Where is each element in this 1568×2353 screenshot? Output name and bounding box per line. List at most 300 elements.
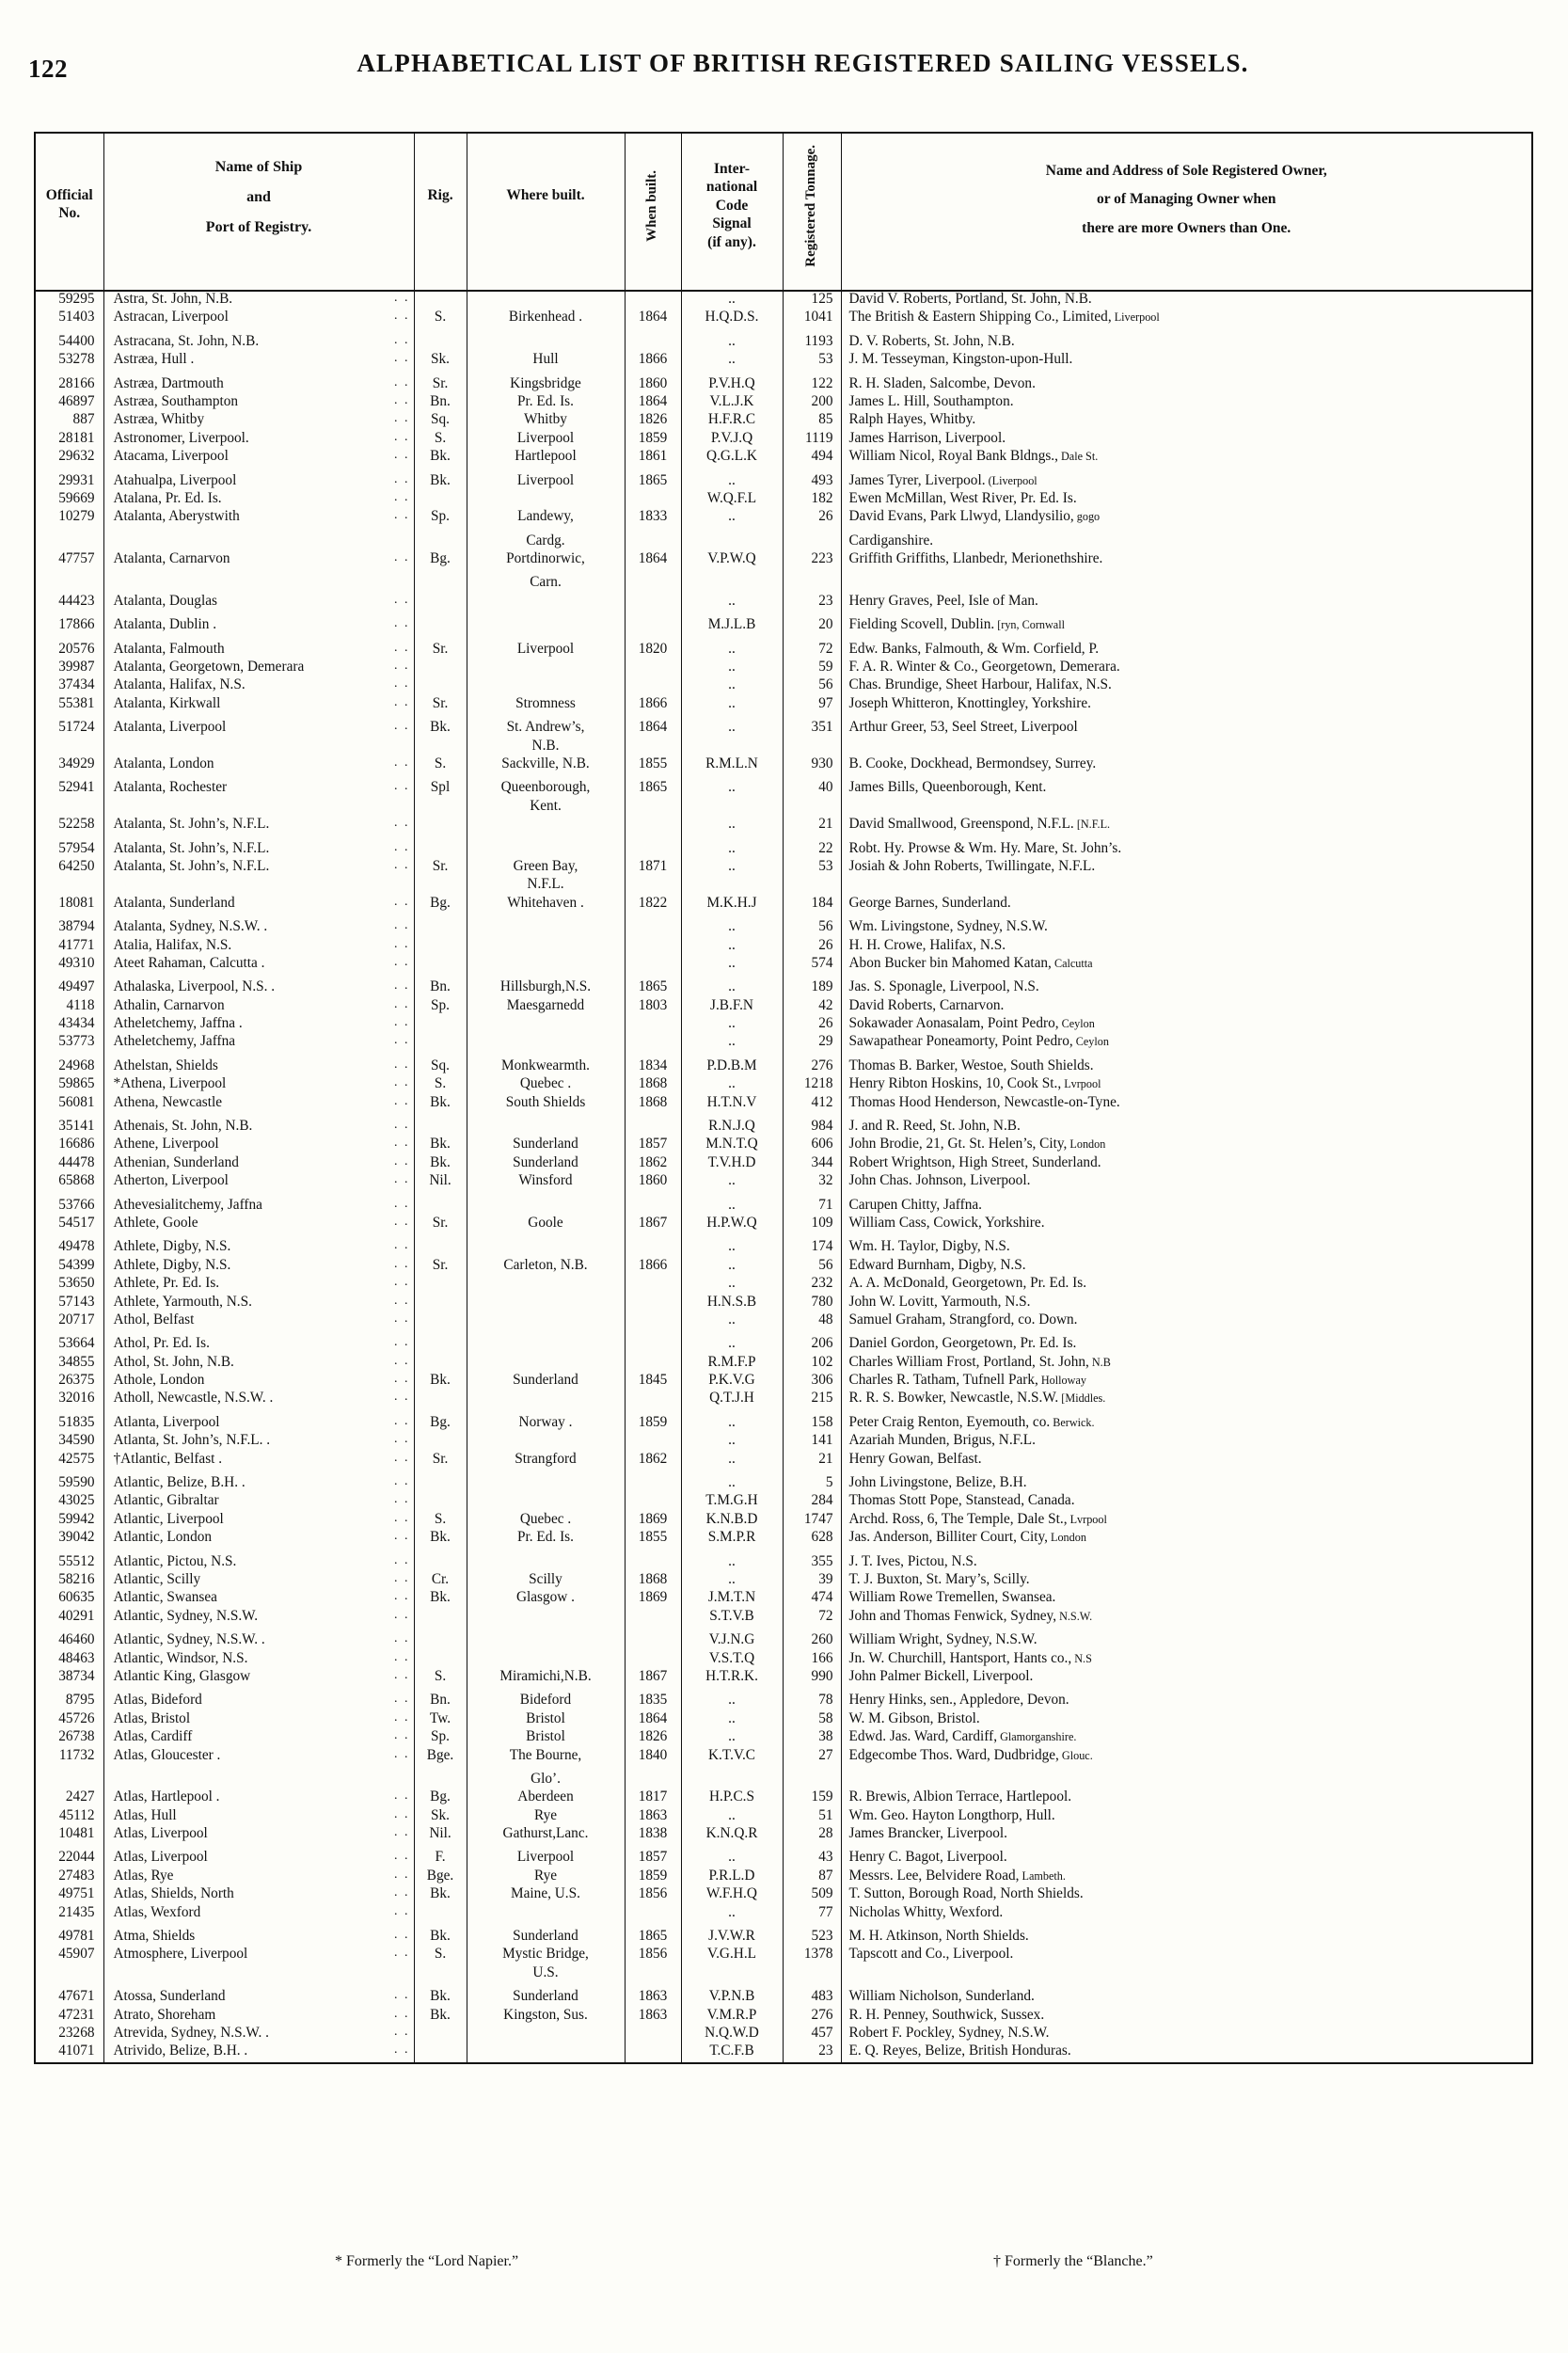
cell-tonnage: 1378	[783, 1947, 841, 1964]
leader-dots: . .	[394, 1631, 410, 1646]
cell-where-built: Scilly	[467, 1572, 625, 1590]
cell-owner: Ewen McMillan, West River, Pr. Ed. Is.	[841, 491, 1531, 509]
cell-ship-name: Atmosphere, Liverpool . .	[103, 1947, 414, 1964]
cell-when-built: 1859	[625, 1415, 681, 1433]
cell-official-no: 10481	[36, 1826, 103, 1844]
cell-owner: John and Thomas Fenwick, Sydney, N.S.W.	[841, 1609, 1531, 1627]
cell-code-signal: ..	[681, 1239, 783, 1257]
table-row	[36, 431, 1531, 449]
cell-tonnage: 930	[783, 756, 841, 774]
footnote-dagger: † Formerly the “Blanche.”	[993, 2253, 1153, 2269]
cell-rig	[414, 1034, 467, 1052]
cell-owner: Edw. Banks, Falmouth, & Wm. Corfield, P.	[841, 642, 1531, 660]
cell-ship-name: Athlete, Goole . .	[103, 1216, 414, 1233]
cell-rig: Sk.	[414, 352, 467, 370]
cell-code-signal: N.Q.W.D	[681, 2026, 783, 2043]
cell-rig: Sr.	[414, 1258, 467, 1276]
header-rig-label: Rig.	[427, 187, 453, 203]
leader-dots: . .	[394, 351, 410, 366]
cell-where-built	[467, 1276, 625, 1294]
cell-rig: Bge.	[414, 1748, 467, 1766]
cell-code-signal: ..	[681, 1808, 783, 1826]
cell-ship-name: Atlas, Bideford . .	[103, 1693, 414, 1710]
cell-rig	[414, 594, 467, 612]
cell-rig: Sq.	[414, 1058, 467, 1076]
cell-code-signal: H.T.R.K.	[681, 1669, 783, 1687]
cell-where-built: Liverpool	[467, 431, 625, 449]
cell-ship-name: Atalanta, Halifax, N.S. . .	[103, 677, 414, 695]
cell-rig	[414, 938, 467, 956]
cell-owner: Josiah & John Roberts, Twillingate, N.F.L.	[841, 859, 1531, 877]
cell-rig: S.	[414, 310, 467, 327]
cell-where-built: Mystic Bridge,	[467, 1947, 625, 1964]
table-row	[36, 739, 1531, 756]
cell-tonnage: 78	[783, 1693, 841, 1710]
leader-dots: . .	[394, 659, 410, 674]
table-row	[36, 896, 1531, 914]
cell-official-no: 29632	[36, 449, 103, 467]
cell-tonnage: 215	[783, 1391, 841, 1408]
cell-official-no: 887	[36, 412, 103, 430]
cell-owner: Chas. Brundige, Sheet Harbour, Halifax, N.S.	[841, 677, 1531, 695]
cell-rig: Nil.	[414, 1826, 467, 1844]
cell-rig	[414, 1336, 467, 1354]
cell-when-built	[625, 677, 681, 695]
cell-tonnage: 56	[783, 919, 841, 937]
owner-overflow-text: Ceylon	[1058, 1017, 1095, 1031]
cell-official-no	[36, 1965, 103, 1983]
cell-owner: Robert F. Pockley, Sydney, N.S.W.	[841, 2026, 1531, 2043]
owner-overflow-text: Calcutta	[1051, 956, 1093, 970]
cell-ship-name	[103, 877, 414, 895]
cell-rig	[414, 2043, 467, 2061]
cell-official-no: 27483	[36, 1868, 103, 1886]
table-row	[36, 376, 1531, 394]
cell-ship-name: Atacama, Liverpool . .	[103, 449, 414, 467]
leader-dots: . .	[394, 839, 410, 854]
cell-ship-name: Atlanta, St. John’s, N.F.L. . . .	[103, 1433, 414, 1451]
vessel-table-body	[36, 291, 1531, 2062]
cell-ship-name: Astronomer, Liverpool. . .	[103, 431, 414, 449]
leader-dots: . .	[394, 719, 410, 734]
table-row	[36, 919, 1531, 937]
cell-rig: Bk.	[414, 1886, 467, 1904]
table-row	[36, 1276, 1531, 1294]
leader-dots: . .	[394, 2043, 410, 2058]
cell-when-built: 1838	[625, 1826, 681, 1844]
cell-rig: Bk.	[414, 1530, 467, 1548]
cell-where-built: Carn.	[467, 575, 625, 593]
cell-rig: Bg.	[414, 1415, 467, 1433]
cell-tonnage: 26	[783, 509, 841, 527]
cell-owner: William Cass, Cowick, Yorkshire.	[841, 1216, 1531, 1233]
cell-owner: J. and R. Reed, St. John, N.B.	[841, 1119, 1531, 1137]
cell-when-built	[625, 1312, 681, 1330]
owner-overflow-text: Lvrpool	[1061, 1077, 1101, 1091]
table-row	[36, 956, 1531, 974]
cell-official-no: 60635	[36, 1590, 103, 1608]
cell-when-built: 1820	[625, 642, 681, 660]
table-row	[36, 310, 1531, 327]
cell-tonnage: 232	[783, 1276, 841, 1294]
cell-when-built: 1862	[625, 1155, 681, 1173]
cell-when-built	[625, 660, 681, 677]
cell-when-built	[625, 1772, 681, 1789]
cell-owner: Wm. Geo. Hayton Longthorp, Hull.	[841, 1808, 1531, 1826]
cell-when-built: 1863	[625, 2008, 681, 2026]
cell-rig: Bk.	[414, 1095, 467, 1113]
vessel-table	[36, 134, 1531, 2062]
cell-code-signal: ..	[681, 1034, 783, 1052]
cell-rig	[414, 1295, 467, 1312]
cell-where-built	[467, 1355, 625, 1373]
cell-where-built: South Shields	[467, 1095, 625, 1113]
owner-overflow-text: Dale St.	[1057, 450, 1099, 464]
cell-when-built: 1845	[625, 1373, 681, 1391]
cell-ship-name	[103, 1965, 414, 1983]
cell-tonnage: 28	[783, 1826, 841, 1844]
cell-tonnage: 32	[783, 1173, 841, 1191]
cell-when-built	[625, 1475, 681, 1493]
cell-tonnage: 21	[783, 1452, 841, 1470]
cell-official-no: 49478	[36, 1239, 103, 1257]
cell-rig	[414, 533, 467, 551]
cell-owner: Fielding Scovell, Dublin. [ryn, Cornwall	[841, 617, 1531, 635]
cell-when-built: 1857	[625, 1850, 681, 1868]
cell-official-no: 32016	[36, 1391, 103, 1408]
cell-when-built: 1833	[625, 509, 681, 527]
cell-owner: T. J. Buxton, St. Mary’s, Scilly.	[841, 1572, 1531, 1590]
cell-tonnage: 628	[783, 1530, 841, 1548]
cell-where-built	[467, 1609, 625, 1627]
cell-owner: F. A. R. Winter & Co., Georgetown, Demerara.	[841, 660, 1531, 677]
cell-tonnage: 1041	[783, 310, 841, 327]
cell-code-signal: ..	[681, 1850, 783, 1868]
leader-dots: . .	[394, 1849, 410, 1864]
table-row	[36, 394, 1531, 412]
cell-code-signal: K.N.B.D	[681, 1512, 783, 1530]
cell-when-built	[625, 617, 681, 635]
cell-official-no: 34855	[36, 1355, 103, 1373]
cell-when-built	[625, 1016, 681, 1034]
cell-rig: Bn.	[414, 394, 467, 412]
cell-when-built	[625, 919, 681, 937]
table-row	[36, 720, 1531, 738]
cell-when-built: 1864	[625, 310, 681, 327]
cell-when-built: 1866	[625, 352, 681, 370]
cell-official-no: 52258	[36, 817, 103, 835]
cell-where-built	[467, 1632, 625, 1650]
cell-when-built	[625, 1651, 681, 1669]
cell-owner: John Chas. Johnson, Liverpool.	[841, 1173, 1531, 1191]
cell-tonnage: 141	[783, 1433, 841, 1451]
cell-rig: Bg.	[414, 551, 467, 569]
leader-dots: . .	[394, 592, 410, 607]
cell-tonnage: 53	[783, 352, 841, 370]
cell-tonnage: 109	[783, 1216, 841, 1233]
cell-owner: George Barnes, Sunderland.	[841, 896, 1531, 914]
leader-dots: . .	[394, 1529, 410, 1544]
cell-when-built: 1869	[625, 1590, 681, 1608]
cell-when-built	[625, 1295, 681, 1312]
cell-ship-name: Atlas, Liverpool . .	[103, 1826, 414, 1844]
table-row	[36, 1850, 1531, 1868]
cell-owner: Arthur Greer, 53, Seel Street, Liverpool	[841, 720, 1531, 738]
cell-official-no	[36, 739, 103, 756]
table-row	[36, 998, 1531, 1016]
table-row	[36, 449, 1531, 467]
cell-official-no: 34929	[36, 756, 103, 774]
owner-overflow-text: London	[1067, 1137, 1106, 1152]
cell-when-built: 1865	[625, 1929, 681, 1947]
table-row	[36, 1016, 1531, 1034]
cell-code-signal: ..	[681, 291, 783, 310]
cell-owner: Henry Ribton Hoskins, 10, Cook St., Lvrpool	[841, 1076, 1531, 1094]
cell-tonnage: 21	[783, 817, 841, 835]
cell-where-built: Bristol	[467, 1729, 625, 1747]
cell-rig	[414, 877, 467, 895]
cell-ship-name: Athlete, Pr. Ed. Is. . .	[103, 1276, 414, 1294]
cell-owner: R. Brewis, Albion Terrace, Hartlepool.	[841, 1789, 1531, 1807]
cell-ship-name: Atalanta, St. John’s, N.F.L. . .	[103, 859, 414, 877]
cell-code-signal: ..	[681, 859, 783, 877]
cell-tonnage: 23	[783, 594, 841, 612]
cell-owner: Thomas B. Barker, Westoe, South Shields.	[841, 1058, 1531, 1076]
cell-code-signal: K.N.Q.R	[681, 1826, 783, 1844]
cell-ship-name: Astræa, Dartmouth . .	[103, 376, 414, 394]
table-row	[36, 1295, 1531, 1312]
cell-owner: William Nicol, Royal Bank Bldngs., Dale St.	[841, 449, 1531, 467]
cell-owner: Abon Bucker bin Mahomed Katan, Calcutta	[841, 956, 1531, 974]
cell-rig	[414, 1632, 467, 1650]
cell-official-no: 59590	[36, 1475, 103, 1493]
cell-when-built	[625, 1632, 681, 1650]
leader-dots: . .	[394, 996, 410, 1011]
cell-ship-name: Atalanta, St. John’s, N.F.L. . .	[103, 841, 414, 859]
cell-tonnage: 344	[783, 1155, 841, 1173]
cell-official-no: 43434	[36, 1016, 103, 1034]
cell-ship-name: Atheletchemy, Jaffna . .	[103, 1034, 414, 1052]
cell-tonnage: 122	[783, 376, 841, 394]
cell-ship-name: Atalanta, Falmouth . .	[103, 642, 414, 660]
owner-overflow-text: gogo	[1073, 510, 1101, 524]
cell-code-signal: ..	[681, 817, 783, 835]
leader-dots: . .	[394, 332, 410, 347]
cell-rig	[414, 739, 467, 756]
table-row	[36, 2026, 1531, 2043]
leader-dots: . .	[394, 1692, 410, 1707]
cell-code-signal: ..	[681, 1905, 783, 1923]
leader-dots: . .	[394, 1806, 410, 1821]
cell-code-signal: H.F.R.C	[681, 412, 783, 430]
cell-rig: Tw.	[414, 1711, 467, 1729]
cell-when-built	[625, 739, 681, 756]
cell-official-no: 58216	[36, 1572, 103, 1590]
leader-dots: . .	[394, 550, 410, 565]
cell-rig: Bk.	[414, 1929, 467, 1947]
cell-official-no: 23268	[36, 2026, 103, 2043]
cell-where-built: Sunderland	[467, 1989, 625, 2007]
cell-tonnage: 606	[783, 1137, 841, 1154]
leader-dots: . .	[394, 429, 410, 444]
cell-where-built: Monkwearmth.	[467, 1058, 625, 1076]
cell-official-no: 34590	[36, 1433, 103, 1451]
cell-ship-name	[103, 1772, 414, 1789]
cell-rig: Bk.	[414, 1989, 467, 2007]
cell-when-built: 1859	[625, 1868, 681, 1886]
cell-where-built: Sackville, N.B.	[467, 756, 625, 774]
cell-owner: Henry Hinks, sen., Appledore, Devon.	[841, 1693, 1531, 1710]
cell-code-signal: ..	[681, 1415, 783, 1433]
leader-dots: . .	[394, 1196, 410, 1211]
cell-official-no: 56081	[36, 1095, 103, 1113]
cell-rig: Bn.	[414, 979, 467, 997]
leader-dots: . .	[394, 1492, 410, 1507]
leader-dots: . .	[394, 1033, 410, 1048]
cell-ship-name: Athole, London . .	[103, 1373, 414, 1391]
cell-where-built	[467, 817, 625, 835]
table-row	[36, 1119, 1531, 1137]
cell-ship-name: Astræa, Whitby . .	[103, 412, 414, 430]
cell-tonnage: 182	[783, 491, 841, 509]
cell-rig: Bg.	[414, 1789, 467, 1807]
cell-tonnage: 276	[783, 1058, 841, 1076]
table-row	[36, 1748, 1531, 1766]
leader-dots: . .	[394, 1988, 410, 2003]
cell-ship-name: Atlanta, Liverpool . .	[103, 1415, 414, 1433]
leader-dots: . .	[394, 1015, 410, 1030]
cell-rig: S.	[414, 431, 467, 449]
cell-owner: John Palmer Bickell, Liverpool.	[841, 1669, 1531, 1687]
cell-official-no: 28181	[36, 431, 103, 449]
cell-where-built: Aberdeen	[467, 1789, 625, 1807]
cell-code-signal: T.M.G.H	[681, 1493, 783, 1511]
table-row	[36, 1258, 1531, 1276]
table-row	[36, 660, 1531, 677]
cell-tonnage: 51	[783, 1808, 841, 1826]
cell-rig: Bk.	[414, 449, 467, 467]
cell-code-signal: ..	[681, 1276, 783, 1294]
cell-owner: David Smallwood, Greenspond, N.F.L. [N.F.L.	[841, 817, 1531, 835]
table-row	[36, 2008, 1531, 2026]
cell-official-no	[36, 1772, 103, 1789]
table-row	[36, 1076, 1531, 1094]
cell-owner: William Nicholson, Sunderland.	[841, 1989, 1531, 2007]
table-row	[36, 1216, 1531, 1233]
cell-rig	[414, 1391, 467, 1408]
cell-ship-name: Atalia, Halifax, N.S. . .	[103, 938, 414, 956]
cell-ship-name: Atlas, Hull . .	[103, 1808, 414, 1826]
leader-dots: . .	[394, 2024, 410, 2039]
cell-where-built: Birkenhead .	[467, 310, 625, 327]
leader-dots: . .	[394, 448, 410, 463]
cell-when-built	[625, 334, 681, 352]
cell-official-no: 21435	[36, 1905, 103, 1923]
table-row	[36, 291, 1531, 310]
owner-overflow-text: N.S.W.	[1056, 1609, 1093, 1623]
cell-ship-name: Atalanta, Douglas . .	[103, 594, 414, 612]
table-row	[36, 1415, 1531, 1433]
cell-rig	[414, 956, 467, 974]
cell-where-built: Stromness	[467, 696, 625, 714]
table-row	[36, 617, 1531, 635]
cell-rig: F.	[414, 1850, 467, 1868]
cell-where-built	[467, 491, 625, 509]
table-row	[36, 1609, 1531, 1627]
cell-rig	[414, 1475, 467, 1493]
cell-where-built	[467, 660, 625, 677]
cell-official-no: 16686	[36, 1137, 103, 1154]
cell-code-signal: ..	[681, 642, 783, 660]
cell-tonnage	[783, 799, 841, 817]
cell-rig: Sr.	[414, 642, 467, 660]
cell-ship-name: Atlantic, Sydney, N.S.W. . .	[103, 1609, 414, 1627]
cell-code-signal: V.P.N.B	[681, 1989, 783, 2007]
cell-when-built	[625, 1609, 681, 1627]
cell-tonnage: 72	[783, 1609, 841, 1627]
cell-rig	[414, 1312, 467, 1330]
cell-code-signal: ..	[681, 1076, 783, 1094]
cell-when-built	[625, 1034, 681, 1052]
leader-dots: . .	[394, 1118, 410, 1133]
cell-rig	[414, 660, 467, 677]
cell-owner: T. Sutton, Borough Road, North Shields.	[841, 1886, 1531, 1904]
cell-where-built: Sunderland	[467, 1373, 625, 1391]
cell-official-no: 40291	[36, 1609, 103, 1627]
cell-where-built: Hartlepool	[467, 449, 625, 467]
cell-rig: Sr.	[414, 376, 467, 394]
cell-owner: Charles R. Tatham, Tufnell Park, Holloway	[841, 1373, 1531, 1391]
cell-tonnage: 97	[783, 696, 841, 714]
cell-where-built: Sunderland	[467, 1137, 625, 1154]
header-code-line4: Signal	[712, 215, 752, 232]
leader-dots: . .	[394, 1728, 410, 1743]
cell-code-signal: ..	[681, 1198, 783, 1216]
cell-owner: Edwd. Jas. Ward, Cardiff, Glamorganshire.	[841, 1729, 1531, 1747]
table-row	[36, 1095, 1531, 1113]
cell-tonnage: 40	[783, 780, 841, 798]
cell-owner: Joseph Whitteron, Knottingley, Yorkshire.	[841, 696, 1531, 714]
cell-ship-name: Atalanta, Sunderland . .	[103, 896, 414, 914]
cell-when-built: 1863	[625, 1989, 681, 2007]
cell-where-built: Maesgarnedd	[467, 998, 625, 1016]
leader-dots: . .	[394, 676, 410, 692]
cell-ship-name: Athol, Belfast . .	[103, 1312, 414, 1330]
cell-where-built	[467, 1651, 625, 1669]
owner-overflow-text: Holloway	[1037, 1374, 1086, 1388]
header-where-built	[467, 134, 625, 291]
cell-tonnage: 38	[783, 1729, 841, 1747]
cell-ship-name	[103, 575, 414, 593]
cell-tonnage: 29	[783, 1034, 841, 1052]
header-official-no-line1: Official	[45, 187, 93, 203]
cell-where-built	[467, 1433, 625, 1451]
cell-when-built	[625, 841, 681, 859]
leader-dots: . .	[394, 954, 410, 969]
cell-owner	[841, 1772, 1531, 1789]
cell-owner: Archd. Ross, 6, The Temple, Dale St., Lvrpool	[841, 1512, 1531, 1530]
owner-overflow-text: N.S	[1071, 1651, 1092, 1665]
cell-when-built: 1871	[625, 859, 681, 877]
cell-owner: Samuel Graham, Strangford, co. Down.	[841, 1312, 1531, 1330]
cell-ship-name: Athene, Liverpool . .	[103, 1137, 414, 1154]
table-row	[36, 1391, 1531, 1408]
cell-when-built: 1867	[625, 1216, 681, 1233]
cell-official-no: 59295	[36, 291, 103, 310]
leader-dots: . .	[394, 1928, 410, 1943]
footnote-asterisk: * Formerly the “Lord Napier.”	[335, 2253, 519, 2269]
cell-tonnage: 56	[783, 1258, 841, 1276]
